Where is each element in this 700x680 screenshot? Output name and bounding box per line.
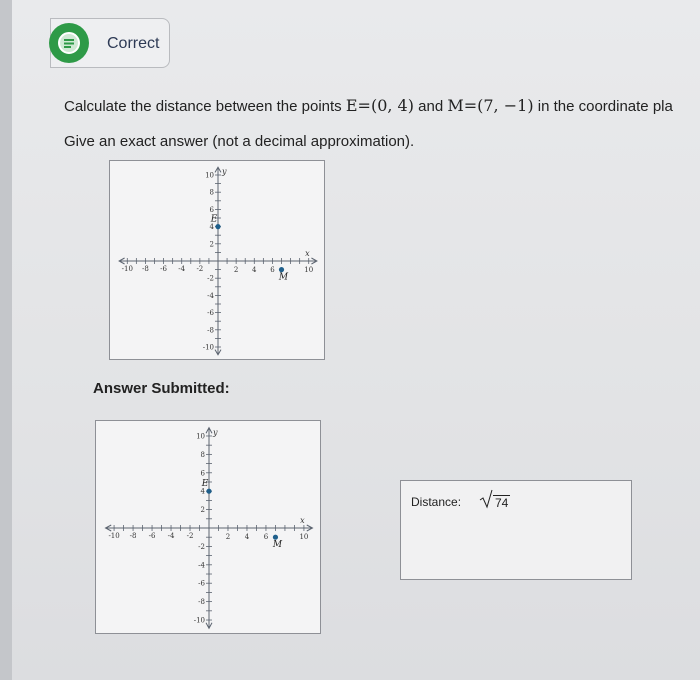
x-tick-label: -4	[178, 265, 186, 273]
x-tick-label: -2	[186, 532, 194, 540]
point-label-e: E	[210, 214, 218, 225]
x-tick-label: -10	[108, 532, 120, 540]
x-tick-label: -6	[160, 265, 167, 273]
x-axis-label: x	[300, 516, 305, 525]
question-graph	[109, 160, 325, 360]
y-tick-label: 8	[209, 188, 214, 197]
square-root-icon	[479, 489, 493, 509]
y-tick-label: 8	[200, 450, 205, 459]
y-tick-label: -4	[198, 561, 205, 570]
point-label-e: E	[201, 479, 209, 490]
answer-graph	[95, 420, 321, 634]
y-tick-label: 6	[200, 469, 205, 478]
x-tick-label: 4	[244, 533, 250, 541]
chat-check-icon	[49, 23, 89, 63]
point-m	[273, 535, 278, 540]
x-tick-label: 10	[304, 266, 314, 274]
question-connector: and	[418, 98, 444, 115]
x-tick-label: -2	[196, 265, 204, 273]
correct-label: Correct	[107, 35, 160, 52]
y-tick-label: 2	[209, 240, 214, 249]
y-tick-label: -4	[207, 291, 214, 300]
x-tick-label: 6	[270, 266, 275, 274]
x-tick-label: 6	[263, 533, 269, 541]
point-e	[206, 489, 211, 494]
x-tick-label: 2	[233, 266, 239, 274]
x-tick-label: -4	[167, 532, 175, 540]
x-tick-label: -8	[142, 265, 149, 273]
question-prefix: Calculate the distance between the points	[64, 98, 342, 115]
y-tick-label: -8	[207, 326, 214, 335]
point-m	[279, 267, 284, 272]
x-tick-label: 2	[225, 533, 231, 541]
y-tick-label: 6	[209, 205, 214, 214]
x-axis-label: x	[305, 249, 310, 258]
left-rail	[0, 0, 12, 680]
y-tick-label: -6	[198, 579, 205, 588]
y-tick-label: -10	[202, 343, 214, 352]
y-tick-label: -6	[207, 309, 214, 318]
y-tick-label: -2	[198, 542, 205, 551]
point-m-coordinates: M=(7, −1)	[447, 96, 534, 115]
point-label-m: M	[272, 540, 283, 551]
question-text	[64, 96, 673, 115]
question-suffix: in the coordinate pla	[537, 98, 673, 115]
y-tick-label: 4	[200, 487, 205, 496]
x-tick-label: -6	[148, 532, 156, 540]
answer-submitted-heading: Answer Submitted:	[93, 380, 230, 397]
y-tick-label: 4	[209, 223, 214, 232]
y-tick-label: -2	[207, 274, 214, 283]
correct-feedback-badge	[50, 18, 170, 68]
y-tick-label: -10	[193, 616, 205, 625]
distance-value: 74	[495, 496, 509, 510]
x-tick-label: -10	[121, 265, 133, 273]
x-tick-label: 4	[252, 266, 257, 274]
y-tick-label: 10	[205, 171, 214, 180]
point-label-m: M	[278, 272, 289, 283]
y-axis-label: y	[213, 428, 218, 438]
answer-instruction: Give an exact answer (not a decimal approximation).	[64, 133, 415, 150]
point-e	[215, 224, 220, 229]
y-tick-label: 10	[196, 432, 205, 441]
distance-label: Distance:	[411, 495, 462, 509]
x-tick-label: 10	[299, 533, 309, 541]
x-tick-label: -8	[129, 532, 137, 540]
point-e-coordinates: E=(0, 4)	[345, 96, 414, 115]
y-axis-label: y	[222, 167, 227, 177]
y-tick-label: 2	[200, 506, 205, 515]
answer-display-box	[400, 480, 632, 580]
y-tick-label: -8	[198, 598, 205, 607]
